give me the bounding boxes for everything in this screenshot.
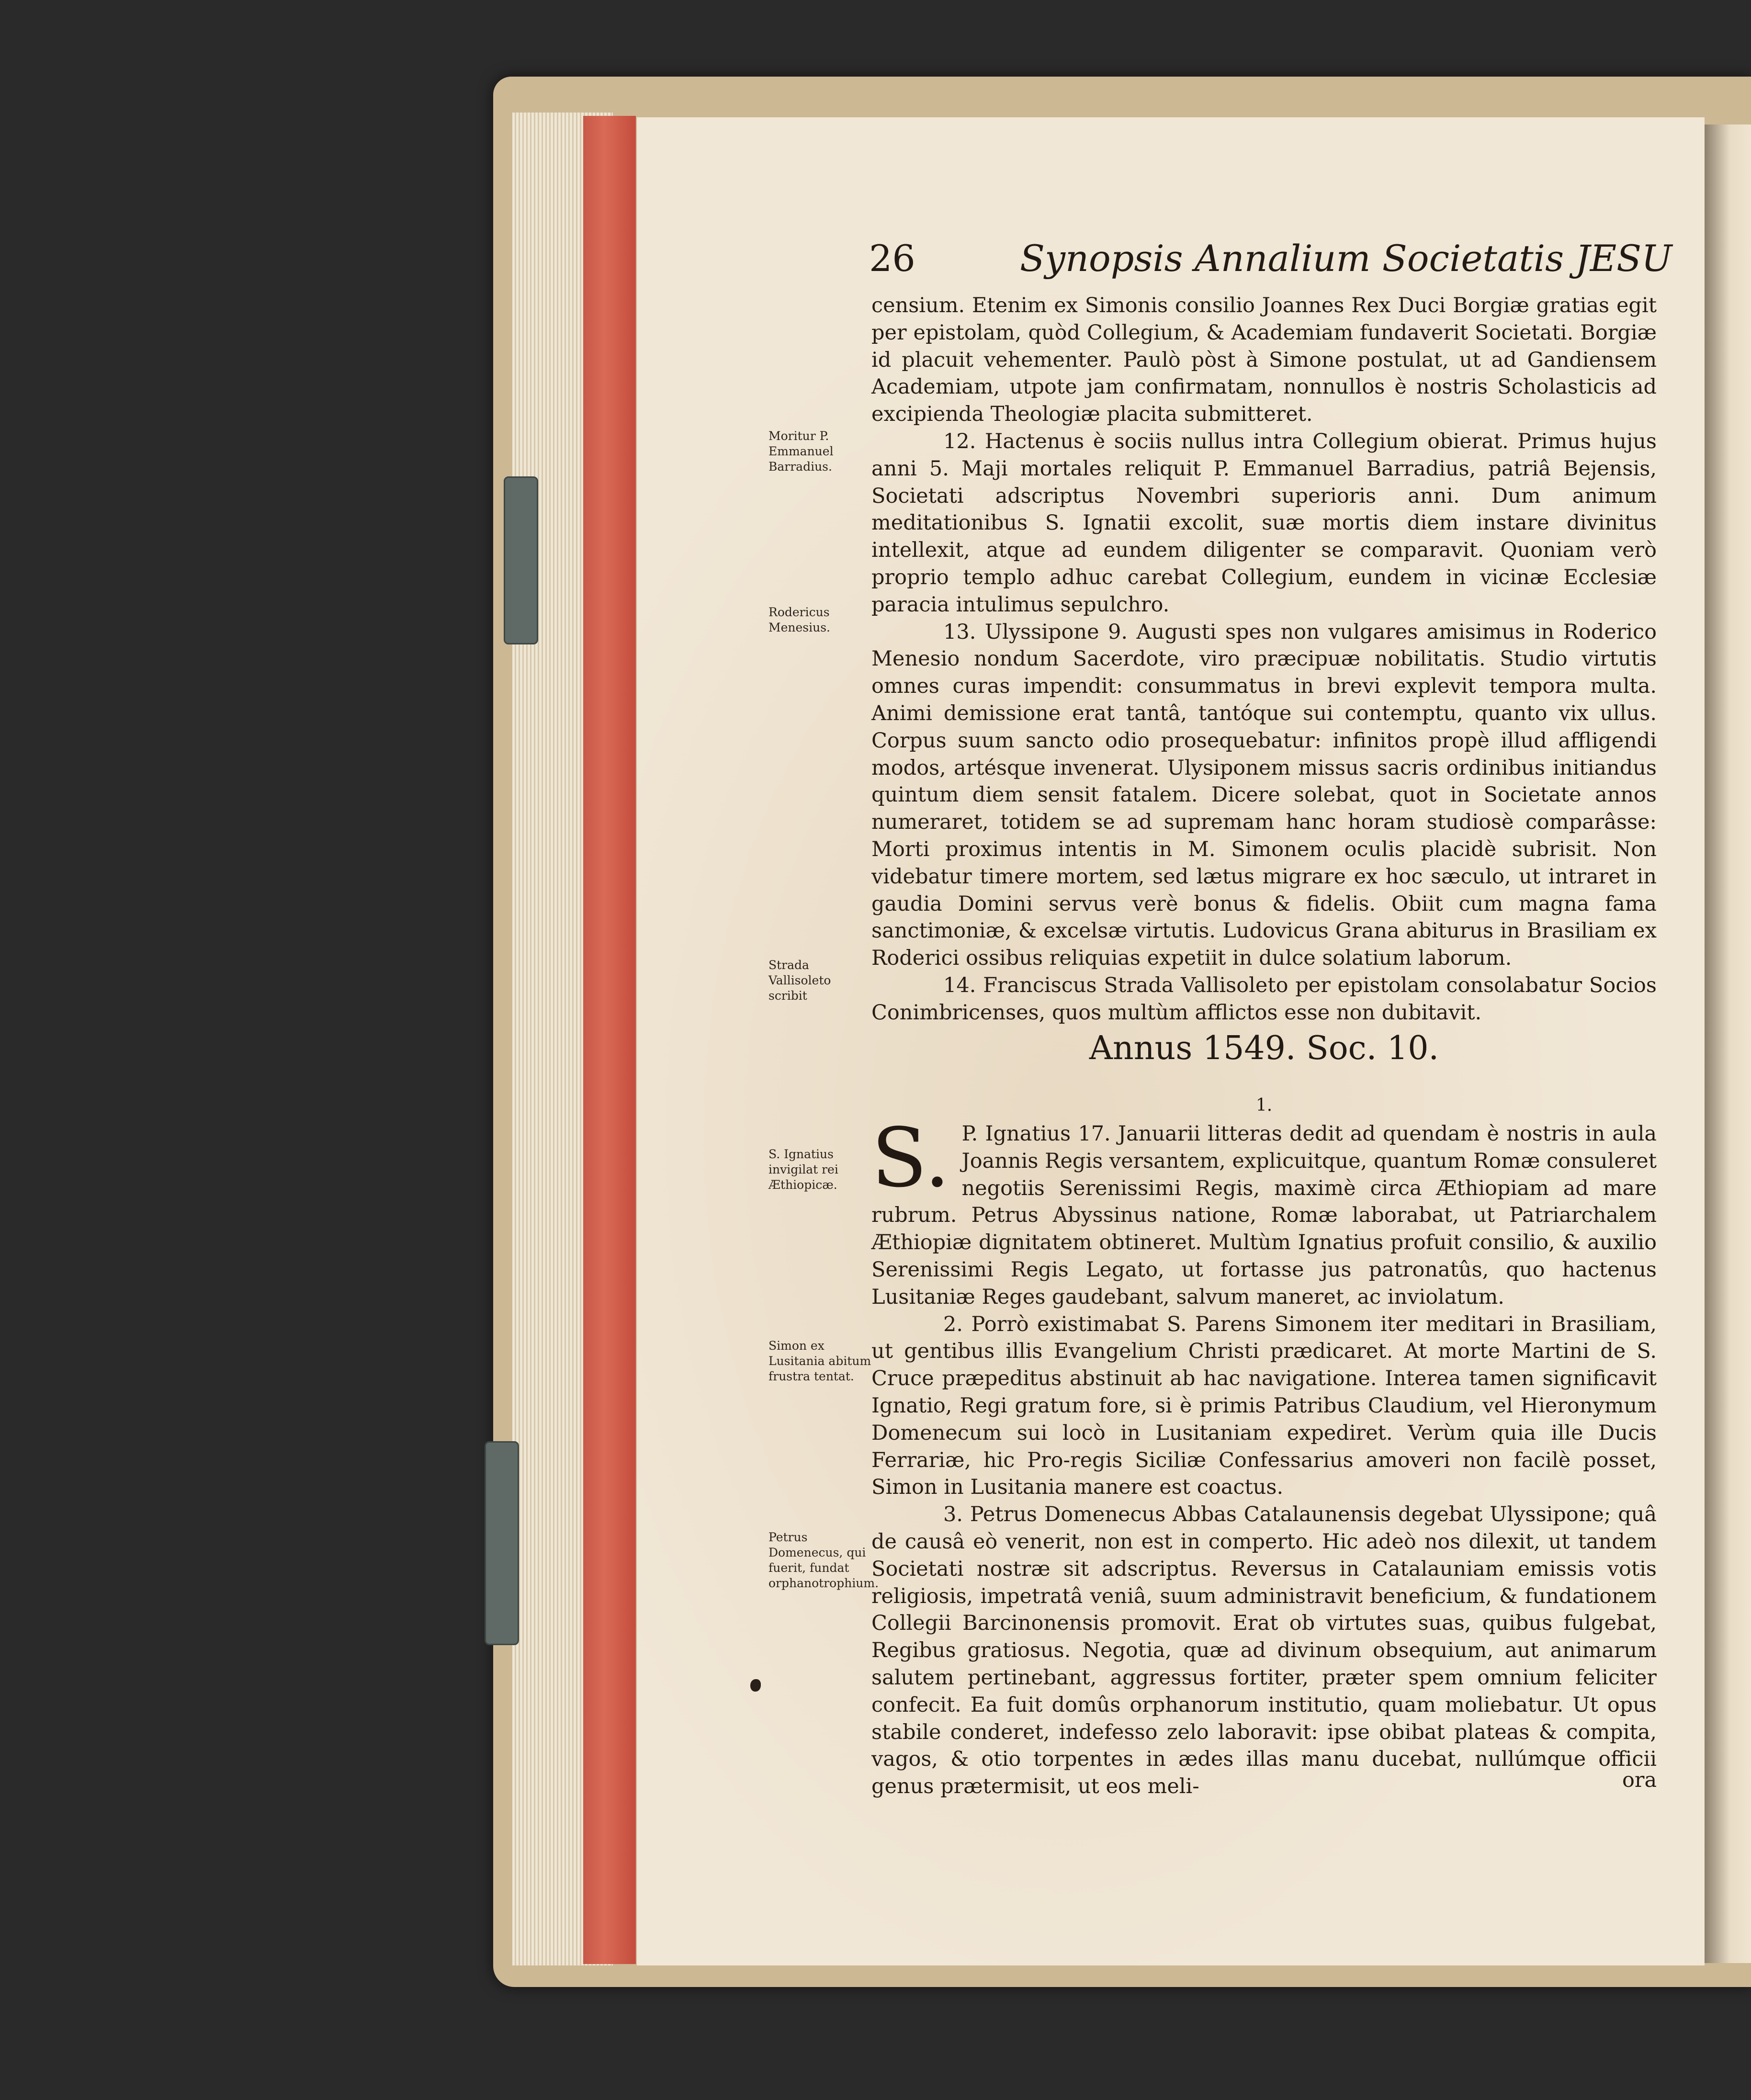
margin-note-barradius: Moritur P. Emmanuel Barradius. [768, 429, 834, 474]
paragraph-continuation: censium. Etenim ex Simonis consilio Joannes Rex Duci Borgiæ gratias egit per epistolam, quòd Collegium, & Academiam fundaverit Societati. Borgiæ id placuit vehementer. Paulò pòst à Simone postulat, ut ad Gandiensem Academiam, utpote jam confirmatam, nonnullos è nostris Scholasticis ad excipienda Theologiæ placita submitteret. [871, 294, 1657, 427]
drop-cap: S. [871, 1111, 950, 1206]
ink-blot [750, 1679, 761, 1692]
margin-note-strada: Strada Vallisoleto scribit [768, 958, 831, 1003]
margin-note-domenecus: Petrus Domenecus, qui fuerit, fundat orphanotrophium. [768, 1530, 879, 1590]
paragraph-1-text: P. Ignatius 17. Januarii litteras dedit ad quendam è nostris in aula Joannis Regis versantem, explicuitque, quantum Romæ consuleret negotiis Serenissimi Regis, maximè circa Æthiopiam ad mare rubrum. Petrus Abyssinus natione, Romæ laborabat, ut Patriarchalem Æthiopiæ dignitatem obtineret. Multùm Ignatius profuit consilio, & auxilio Serenissimi Regis Legato, ut fortasse jus patronatûs, quo hactenus Lusitaniæ Reges gaudebant, salvum maneret, ac inviolatum. [871, 1122, 1657, 1309]
clasp-top [504, 476, 538, 644]
margin-note-ignatius: S. Ignatius invigilat rei Æthiopicæ. [768, 1147, 838, 1192]
paragraph-13: 13. Ulyssipone 9. Augusti spes non vulgares amisimus in Roderico Menesio nondum Sacerdote, viro præcipuæ nobilitatis. Studio virtutis omnes curas impendit: consummatus in brevi explevit tempora multa. Animi demissione erat tantâ, tantóque sui contemptu, quanto vix ullus. Corpus suum sancto odio prosequebatur: infinitos propè illud affligendi modos, artésque invenerat. Ulysiponem missus sacris ordinibus initiandus quintum diem sensit fatalem. Dicere solebat, quot in Societate annos numeraret, totidem se ad supremam hanc horam studiosè comparâsse: Morti proximus intentis in M. Simonem oculis placidè subrisit. Non videbatur timere mortem, sed lætus migrare ex hoc sæculo, ut intraret in gaudia Domini servus verè bonus & fidelis. Obiit cum magna fama sanctimoniæ, & excelsæ virtutis. Ludovicus Grana abiturus in Brasiliam ex Roderici ossibus reliquias expetiit in dulce solatium laborum. [871, 620, 1657, 971]
section-text [871, 1111, 1657, 1800]
paragraph-12: 12. Hactenus è sociis nullus intra Collegium obierat. Primus hujus anni 5. Maji mortales reliquit P. Emmanuel Barradius, patriâ Bejensis, Societati adscriptus Novembri superioris anni. Dum animum meditationibus S. Ignatii excolit, suæ mortis diem instare divinitus intellexit, atque ad eundem diligenter se comparavit. Quoniam verò proprio templo adhuc carebat Collegium, eundem in vicinæ Ecclesiæ paracia intulimus sepulchro. [871, 429, 1657, 617]
body-text [871, 292, 1657, 1027]
catchword: ora [1622, 1768, 1657, 1792]
clasp-bottom [485, 1441, 519, 1645]
section-number: 1. [1255, 1095, 1273, 1115]
paragraph-3: 3. Petrus Domenecus Abbas Catalaunensis degebat Ulyssipone; quâ de causâ eò venerit, non est in comperto. Hic adeò nos dilexit, ut tandem Societati nostræ sit adscriptus. Reversus in Catalauniam emissis votis religiosis, impetratâ veniâ, suum administravit beneficium, & fundationem Collegii Barcinonensis promovit. Erat ob virtutes suas, quibus fulgebat, Regibus gratiosus. Negotia, quæ ad divinum obsequium, aut animarum salutem pertinebant, aggressus fortiter, præter spem omnium feliciter confecit. Ea fuit domûs orphanorum institutio, quam moliebatur. Ut opus stabile conderet, indefesso zelo laboravit: ipse obibat plateas & compita, vagos, & otio torpentes in ædes illas manu ducebat, nullúmque officii genus prætermisit, ut eos meli- [871, 1502, 1657, 1799]
page-number: 26 [869, 237, 915, 280]
paragraph-2: 2. Porrò existimabat S. Parens Simonem iter meditari in Brasiliam, ut gentibus illis Evangelium Christi prædicaret. At morte Martini de S. Cruce præpeditus abstinuit ab hac navigatione. Interea tamen significavit Ignatio, Regi gratum fore, si è primis Patribus Claudium, vel Hieronymum Domenecum sui locò in Lusitaniam expediret. Verùm quia ille Ducis Ferrariæ, hic Pro-regis Siciliæ Confessarius amoveri non facilè posset, Simon in Lusitania manere est coactus. [871, 1312, 1657, 1500]
margin-note-simon: Simon ex Lusitania abitum frustra tentat. [768, 1339, 871, 1383]
next-page-edge [1705, 124, 1751, 1963]
year-heading: Annus 1549. Soc. 10. [1089, 1029, 1439, 1067]
red-page-edge [583, 116, 636, 1964]
paragraph-1 [871, 1111, 1657, 1311]
margin-note-menesius: Rodericus Menesius. [768, 605, 830, 634]
running-title: Synopsis Annalium Societatis JESU [1020, 237, 1672, 280]
paragraph-14: 14. Franciscus Strada Vallisoleto per epistolam consolabatur Socios Conimbricenses, quos multùm afflictos esse non dubitavit. [871, 973, 1657, 1025]
page-header [869, 237, 1672, 290]
